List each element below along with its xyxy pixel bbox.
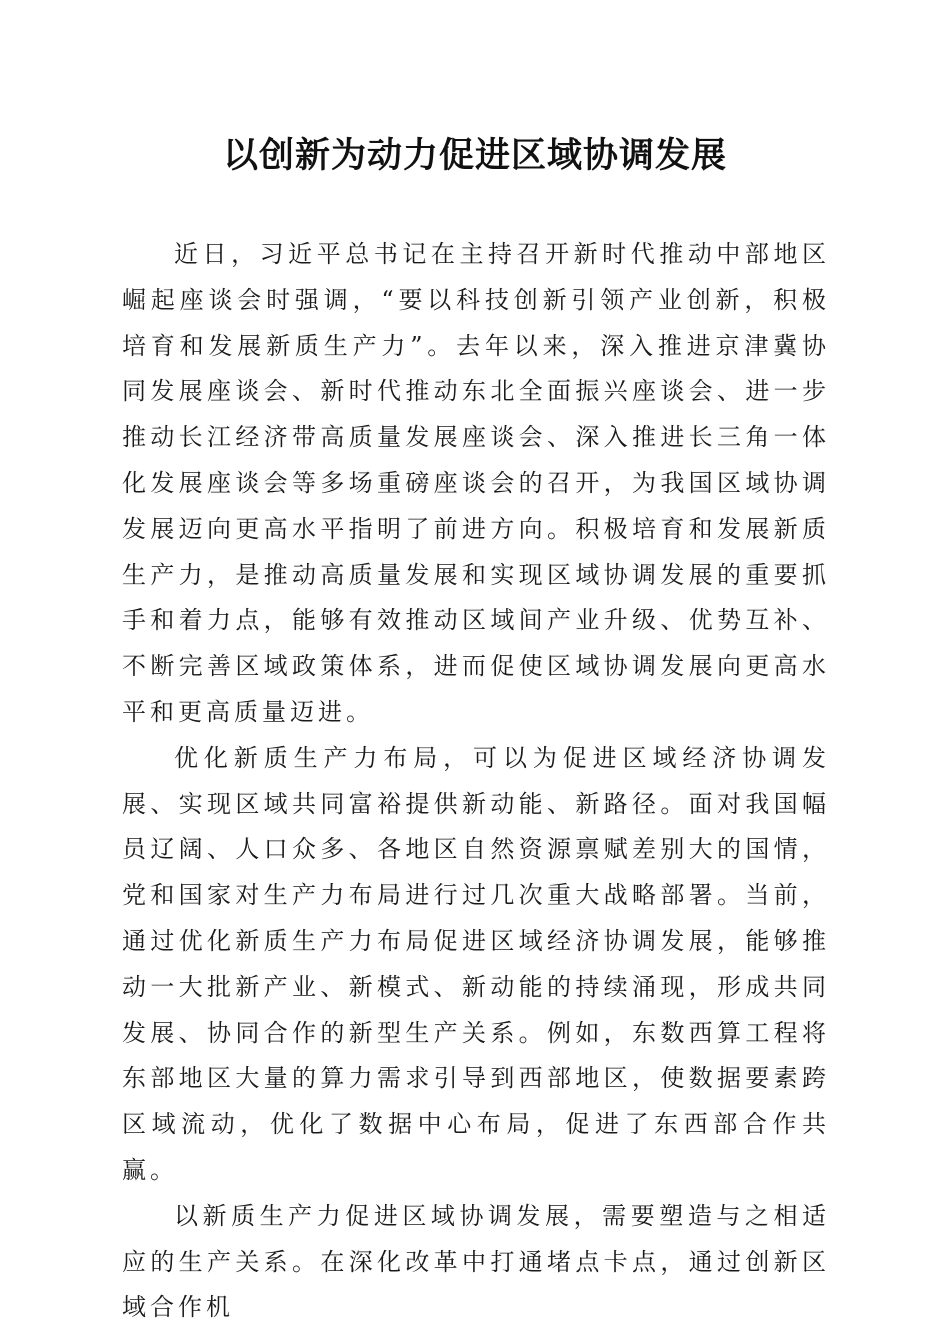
article-body: [122, 232, 830, 1331]
paragraph-1: 近日，习近平总书记在主持召开新时代推动中部地区崛起座谈会时强调，“要以科技创新引领产业创新，积极培育和发展新质生产力”。去年以来，深入推进京津冀协同发展座谈会、新时代推动东北全面振兴座谈会、进一步推动长江经济带高质量发展座谈会、深入推进长三角一体化发展座谈会等多场重磅座谈会的召开，为我国区域协调发展迈向更高水平指明了前进方向。积极培育和发展新质生产力，是推动高质量发展和实现区域协调发展的重要抓手和着力点，能够有效推动区域间产业升级、优势互补、不断完善区域政策体系，进而促使区域协调发展向更高水平和更高质量迈进。: [122, 240, 830, 726]
paragraph-2: 优化新质生产力布局，可以为促进区域经济协调发展、实现区域共同富裕提供新动能、新路径。面对我国幅员辽阔、人口众多、各地区自然资源禀赋差别大的国情，党和国家对生产力布局进行过几次重大战略部署。当前，通过优化新质生产力布局促进区域经济协调发展，能够推动一大批新产业、新模式、新动能的持续涌现，形成共同发展、协同合作的新型生产关系。例如，东数西算工程将东部地区大量的算力需求引导到西部地区，使数据要素跨区域流动，优化了数据中心布局，促进了东西部合作共赢。: [122, 743, 830, 1184]
paragraph-3: 以新质生产力促进区域协调发展，需要塑造与之相适应的生产关系。在深化改革中打通堵点卡点，通过创新区域合作机: [122, 1201, 830, 1322]
page-title: 以创新为动力促进区域协调发展: [222, 135, 727, 176]
